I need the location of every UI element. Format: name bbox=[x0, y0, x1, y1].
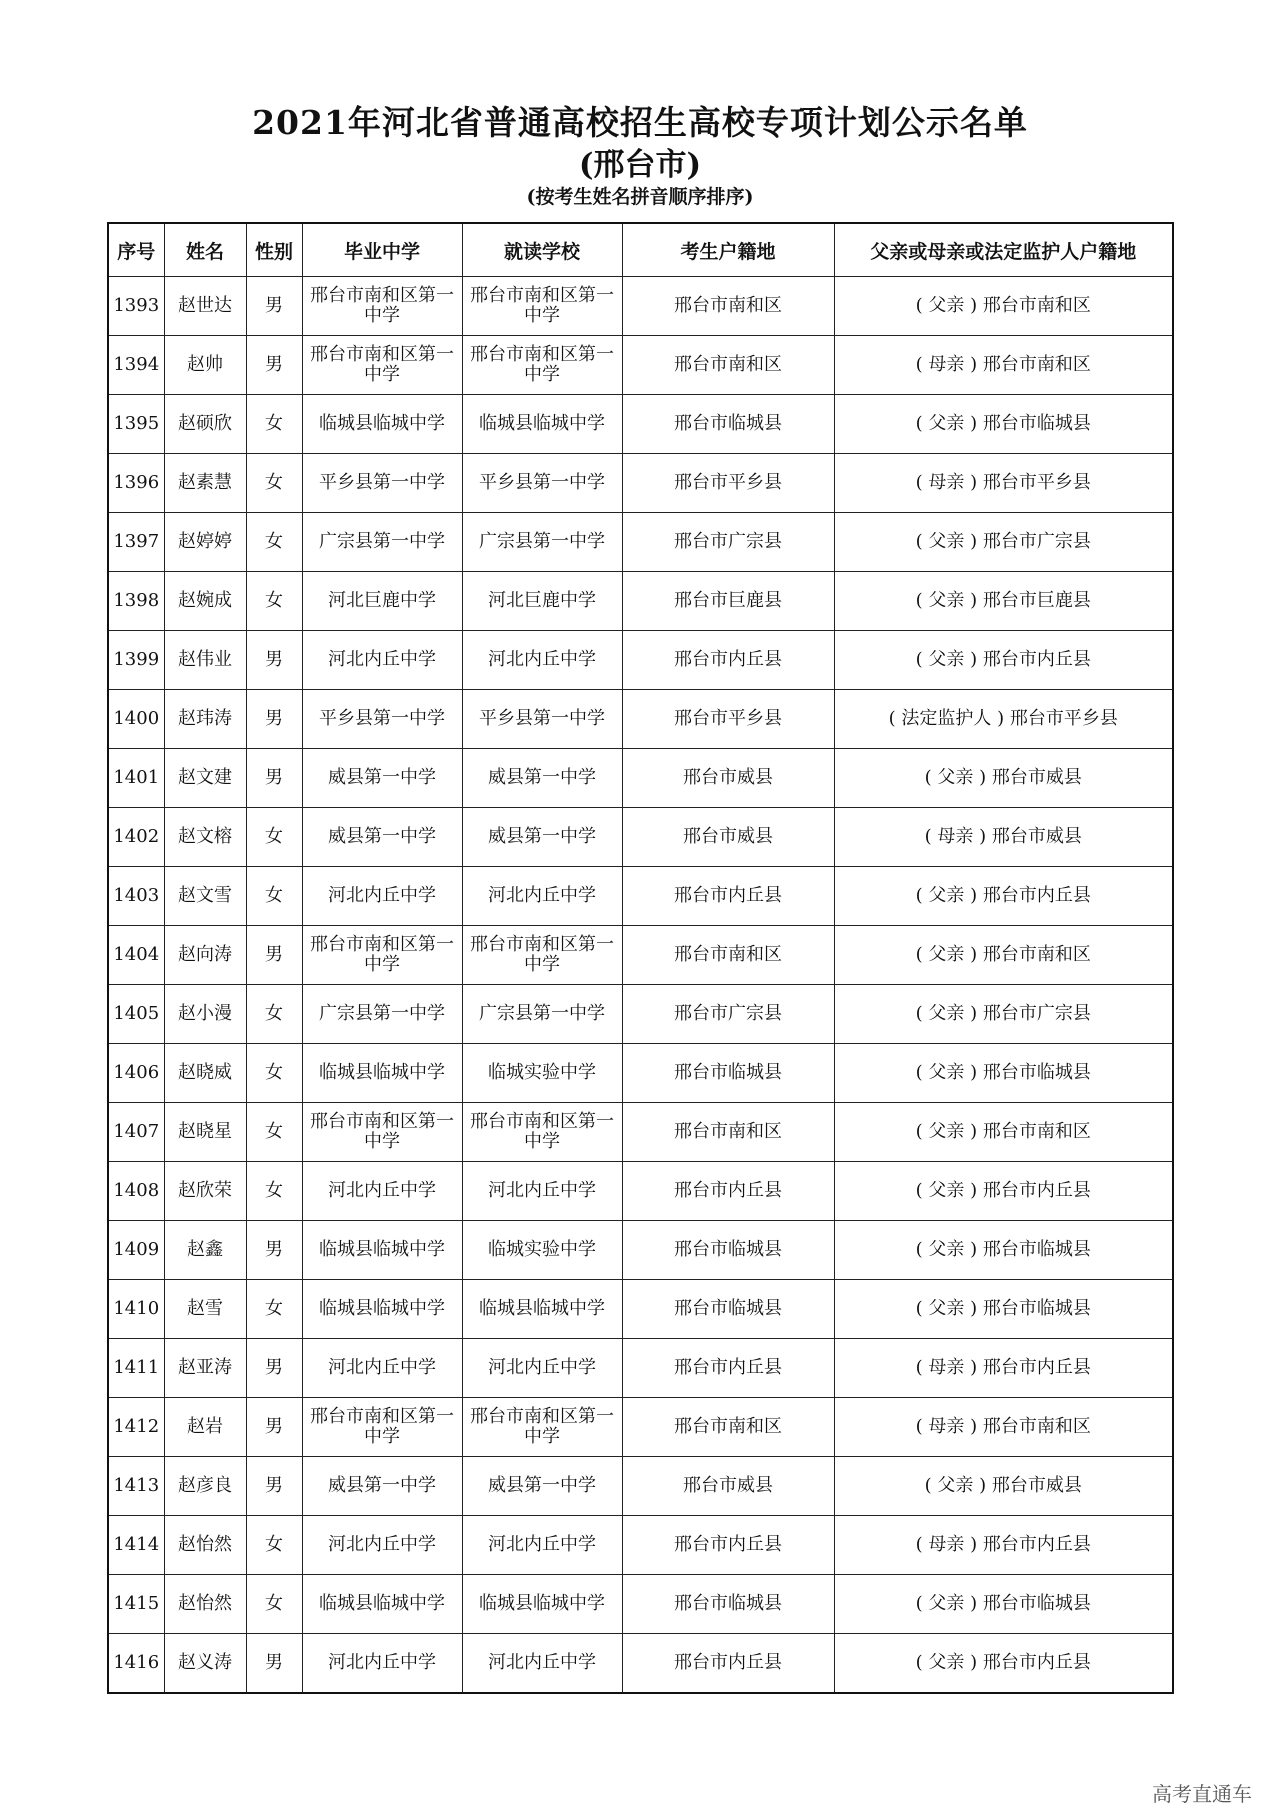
cell-gender: 女 bbox=[246, 572, 302, 631]
cell-parent-residence: ( 父亲 ) 邢台市临城县 bbox=[834, 1575, 1173, 1634]
cell-name: 赵岩 bbox=[164, 1398, 246, 1457]
cell-serial: 1401 bbox=[108, 749, 164, 808]
table-row bbox=[108, 1516, 1173, 1575]
cell-student-residence: 邢台市内丘县 bbox=[622, 1162, 834, 1221]
cell-graduated-school: 平乡县第一中学 bbox=[302, 690, 462, 749]
cell-gender: 女 bbox=[246, 1044, 302, 1103]
cell-student-residence: 邢台市南和区 bbox=[622, 1103, 834, 1162]
cell-serial: 1394 bbox=[108, 336, 164, 395]
cell-student-residence: 邢台市广宗县 bbox=[622, 513, 834, 572]
watermark: 高考直通车 bbox=[1152, 1782, 1252, 1806]
cell-gender: 男 bbox=[246, 926, 302, 985]
cell-gender: 女 bbox=[246, 985, 302, 1044]
cell-graduated-school: 河北内丘中学 bbox=[302, 1516, 462, 1575]
cell-current-school: 平乡县第一中学 bbox=[462, 454, 622, 513]
cell-student-residence: 邢台市临城县 bbox=[622, 1575, 834, 1634]
cell-student-residence: 邢台市平乡县 bbox=[622, 454, 834, 513]
cell-parent-residence: ( 母亲 ) 邢台市南和区 bbox=[834, 336, 1173, 395]
cell-gender: 男 bbox=[246, 690, 302, 749]
cell-gender: 女 bbox=[246, 808, 302, 867]
cell-student-residence: 邢台市平乡县 bbox=[622, 690, 834, 749]
table-row bbox=[108, 926, 1173, 985]
cell-name: 赵文雪 bbox=[164, 867, 246, 926]
cell-parent-residence: ( 父亲 ) 邢台市临城县 bbox=[834, 395, 1173, 454]
cell-current-school: 邢台市南和区第一中学 bbox=[462, 926, 622, 985]
table-row bbox=[108, 1221, 1173, 1280]
table-row bbox=[108, 572, 1173, 631]
roster-table bbox=[107, 222, 1174, 1694]
cell-name: 赵玮涛 bbox=[164, 690, 246, 749]
cell-serial: 1414 bbox=[108, 1516, 164, 1575]
cell-student-residence: 邢台市南和区 bbox=[622, 926, 834, 985]
cell-graduated-school: 威县第一中学 bbox=[302, 1457, 462, 1516]
document-title: 2021年河北省普通高校招生高校专项计划公示名单 bbox=[252, 103, 1028, 142]
cell-name: 赵世达 bbox=[164, 277, 246, 336]
cell-parent-residence: ( 父亲 ) 邢台市南和区 bbox=[834, 277, 1173, 336]
cell-name: 赵婉成 bbox=[164, 572, 246, 631]
cell-name: 赵伟业 bbox=[164, 631, 246, 690]
cell-gender: 男 bbox=[246, 749, 302, 808]
cell-current-school: 平乡县第一中学 bbox=[462, 690, 622, 749]
cell-graduated-school: 威县第一中学 bbox=[302, 749, 462, 808]
cell-parent-residence: ( 母亲 ) 邢台市内丘县 bbox=[834, 1339, 1173, 1398]
cell-student-residence: 邢台市内丘县 bbox=[622, 1634, 834, 1694]
cell-gender: 男 bbox=[246, 1339, 302, 1398]
table-row bbox=[108, 1398, 1173, 1457]
cell-gender: 男 bbox=[246, 631, 302, 690]
cell-name: 赵硕欣 bbox=[164, 395, 246, 454]
cell-name: 赵怡然 bbox=[164, 1575, 246, 1634]
cell-current-school: 河北内丘中学 bbox=[462, 631, 622, 690]
cell-name: 赵义涛 bbox=[164, 1634, 246, 1694]
cell-student-residence: 邢台市威县 bbox=[622, 1457, 834, 1516]
cell-serial: 1403 bbox=[108, 867, 164, 926]
cell-serial: 1409 bbox=[108, 1221, 164, 1280]
cell-parent-residence: ( 父亲 ) 邢台市广宗县 bbox=[834, 985, 1173, 1044]
cell-graduated-school: 广宗县第一中学 bbox=[302, 513, 462, 572]
cell-current-school: 广宗县第一中学 bbox=[462, 985, 622, 1044]
cell-name: 赵彦良 bbox=[164, 1457, 246, 1516]
cell-graduated-school: 临城县临城中学 bbox=[302, 1575, 462, 1634]
cell-parent-residence: ( 母亲 ) 邢台市南和区 bbox=[834, 1398, 1173, 1457]
cell-gender: 男 bbox=[246, 1398, 302, 1457]
cell-student-residence: 邢台市南和区 bbox=[622, 277, 834, 336]
cell-graduated-school: 河北内丘中学 bbox=[302, 1162, 462, 1221]
cell-student-residence: 邢台市内丘县 bbox=[622, 1516, 834, 1575]
cell-current-school: 河北内丘中学 bbox=[462, 1162, 622, 1221]
cell-gender: 女 bbox=[246, 454, 302, 513]
table-row bbox=[108, 395, 1173, 454]
cell-name: 赵素慧 bbox=[164, 454, 246, 513]
cell-student-residence: 邢台市临城县 bbox=[622, 395, 834, 454]
cell-parent-residence: ( 父亲 ) 邢台市临城县 bbox=[834, 1044, 1173, 1103]
cell-graduated-school: 邢台市南和区第一中学 bbox=[302, 926, 462, 985]
roster-body bbox=[108, 277, 1173, 1694]
table-row bbox=[108, 867, 1173, 926]
cell-current-school: 临城县临城中学 bbox=[462, 395, 622, 454]
cell-current-school: 临城实验中学 bbox=[462, 1044, 622, 1103]
cell-name: 赵婷婷 bbox=[164, 513, 246, 572]
cell-parent-residence: ( 父亲 ) 邢台市巨鹿县 bbox=[834, 572, 1173, 631]
cell-graduated-school: 邢台市南和区第一中学 bbox=[302, 1103, 462, 1162]
cell-name: 赵小漫 bbox=[164, 985, 246, 1044]
cell-parent-residence: ( 母亲 ) 邢台市内丘县 bbox=[834, 1516, 1173, 1575]
cell-serial: 1396 bbox=[108, 454, 164, 513]
cell-gender: 女 bbox=[246, 513, 302, 572]
header-cell: 毕业中学 bbox=[302, 223, 462, 277]
cell-name: 赵晓星 bbox=[164, 1103, 246, 1162]
cell-graduated-school: 平乡县第一中学 bbox=[302, 454, 462, 513]
header-cell: 序号 bbox=[108, 223, 164, 277]
cell-student-residence: 邢台市临城县 bbox=[622, 1280, 834, 1339]
table-row bbox=[108, 277, 1173, 336]
cell-parent-residence: ( 母亲 ) 邢台市平乡县 bbox=[834, 454, 1173, 513]
table-row bbox=[108, 1103, 1173, 1162]
cell-current-school: 临城县临城中学 bbox=[462, 1575, 622, 1634]
table-row bbox=[108, 631, 1173, 690]
cell-graduated-school: 河北内丘中学 bbox=[302, 1339, 462, 1398]
cell-graduated-school: 威县第一中学 bbox=[302, 808, 462, 867]
cell-name: 赵帅 bbox=[164, 336, 246, 395]
cell-name: 赵雪 bbox=[164, 1280, 246, 1339]
cell-gender: 男 bbox=[246, 277, 302, 336]
cell-graduated-school: 邢台市南和区第一中学 bbox=[302, 277, 462, 336]
cell-parent-residence: ( 父亲 ) 邢台市南和区 bbox=[834, 1103, 1173, 1162]
cell-serial: 1413 bbox=[108, 1457, 164, 1516]
cell-gender: 女 bbox=[246, 1516, 302, 1575]
table-row bbox=[108, 985, 1173, 1044]
table-row bbox=[108, 336, 1173, 395]
sort-note: (按考生姓名拼音顺序排序) bbox=[526, 186, 754, 208]
table-row bbox=[108, 808, 1173, 867]
cell-graduated-school: 河北内丘中学 bbox=[302, 867, 462, 926]
cell-name: 赵晓威 bbox=[164, 1044, 246, 1103]
cell-gender: 女 bbox=[246, 1162, 302, 1221]
table-row bbox=[108, 690, 1173, 749]
cell-current-school: 邢台市南和区第一中学 bbox=[462, 1398, 622, 1457]
table-row bbox=[108, 1575, 1173, 1634]
cell-graduated-school: 邢台市南和区第一中学 bbox=[302, 336, 462, 395]
header-cell: 就读学校 bbox=[462, 223, 622, 277]
cell-parent-residence: ( 父亲 ) 邢台市临城县 bbox=[834, 1280, 1173, 1339]
cell-student-residence: 邢台市内丘县 bbox=[622, 1339, 834, 1398]
cell-graduated-school: 临城县临城中学 bbox=[302, 395, 462, 454]
cell-current-school: 河北内丘中学 bbox=[462, 1339, 622, 1398]
cell-graduated-school: 临城县临城中学 bbox=[302, 1221, 462, 1280]
cell-name: 赵怡然 bbox=[164, 1516, 246, 1575]
cell-gender: 男 bbox=[246, 1221, 302, 1280]
cell-student-residence: 邢台市威县 bbox=[622, 749, 834, 808]
cell-name: 赵欣荣 bbox=[164, 1162, 246, 1221]
cell-parent-residence: ( 父亲 ) 邢台市威县 bbox=[834, 749, 1173, 808]
cell-graduated-school: 广宗县第一中学 bbox=[302, 985, 462, 1044]
cell-current-school: 邢台市南和区第一中学 bbox=[462, 1103, 622, 1162]
cell-student-residence: 邢台市临城县 bbox=[622, 1044, 834, 1103]
cell-parent-residence: ( 父亲 ) 邢台市内丘县 bbox=[834, 1634, 1173, 1694]
cell-serial: 1404 bbox=[108, 926, 164, 985]
cell-graduated-school: 河北巨鹿中学 bbox=[302, 572, 462, 631]
cell-current-school: 邢台市南和区第一中学 bbox=[462, 336, 622, 395]
cell-student-residence: 邢台市广宗县 bbox=[622, 985, 834, 1044]
cell-current-school: 广宗县第一中学 bbox=[462, 513, 622, 572]
cell-gender: 女 bbox=[246, 1103, 302, 1162]
cell-parent-residence: ( 父亲 ) 邢台市南和区 bbox=[834, 926, 1173, 985]
cell-serial: 1399 bbox=[108, 631, 164, 690]
header-cell: 父亲或母亲或法定监护人户籍地 bbox=[834, 223, 1173, 277]
table-row bbox=[108, 1162, 1173, 1221]
cell-parent-residence: ( 父亲 ) 邢台市内丘县 bbox=[834, 867, 1173, 926]
cell-student-residence: 邢台市内丘县 bbox=[622, 867, 834, 926]
cell-serial: 1412 bbox=[108, 1398, 164, 1457]
cell-current-school: 临城县临城中学 bbox=[462, 1280, 622, 1339]
table-row bbox=[108, 749, 1173, 808]
cell-student-residence: 邢台市巨鹿县 bbox=[622, 572, 834, 631]
cell-current-school: 邢台市南和区第一中学 bbox=[462, 277, 622, 336]
cell-serial: 1408 bbox=[108, 1162, 164, 1221]
cell-serial: 1410 bbox=[108, 1280, 164, 1339]
cell-current-school: 威县第一中学 bbox=[462, 749, 622, 808]
cell-graduated-school: 邢台市南和区第一中学 bbox=[302, 1398, 462, 1457]
cell-current-school: 临城实验中学 bbox=[462, 1221, 622, 1280]
table-row bbox=[108, 1044, 1173, 1103]
cell-current-school: 威县第一中学 bbox=[462, 1457, 622, 1516]
cell-current-school: 河北内丘中学 bbox=[462, 1516, 622, 1575]
cell-student-residence: 邢台市南和区 bbox=[622, 1398, 834, 1457]
cell-parent-residence: ( 父亲 ) 邢台市临城县 bbox=[834, 1221, 1173, 1280]
header-cell: 姓名 bbox=[164, 223, 246, 277]
cell-parent-residence: ( 父亲 ) 邢台市内丘县 bbox=[834, 631, 1173, 690]
cell-parent-residence: ( 母亲 ) 邢台市威县 bbox=[834, 808, 1173, 867]
cell-parent-residence: ( 父亲 ) 邢台市广宗县 bbox=[834, 513, 1173, 572]
header-row bbox=[108, 223, 1173, 277]
cell-serial: 1405 bbox=[108, 985, 164, 1044]
cell-name: 赵亚涛 bbox=[164, 1339, 246, 1398]
table-row bbox=[108, 1339, 1173, 1398]
table-row bbox=[108, 513, 1173, 572]
cell-serial: 1406 bbox=[108, 1044, 164, 1103]
cell-serial: 1402 bbox=[108, 808, 164, 867]
header-cell: 性别 bbox=[246, 223, 302, 277]
cell-gender: 女 bbox=[246, 1575, 302, 1634]
cell-gender: 女 bbox=[246, 867, 302, 926]
cell-current-school: 河北内丘中学 bbox=[462, 867, 622, 926]
cell-serial: 1415 bbox=[108, 1575, 164, 1634]
cell-gender: 男 bbox=[246, 1457, 302, 1516]
cell-student-residence: 邢台市南和区 bbox=[622, 336, 834, 395]
cell-name: 赵鑫 bbox=[164, 1221, 246, 1280]
cell-name: 赵文建 bbox=[164, 749, 246, 808]
cell-serial: 1393 bbox=[108, 277, 164, 336]
cell-serial: 1407 bbox=[108, 1103, 164, 1162]
cell-gender: 女 bbox=[246, 1280, 302, 1339]
table-row bbox=[108, 454, 1173, 513]
cell-student-residence: 邢台市内丘县 bbox=[622, 631, 834, 690]
cell-gender: 女 bbox=[246, 395, 302, 454]
cell-current-school: 河北内丘中学 bbox=[462, 1634, 622, 1694]
cell-graduated-school: 临城县临城中学 bbox=[302, 1280, 462, 1339]
cell-serial: 1411 bbox=[108, 1339, 164, 1398]
cell-gender: 男 bbox=[246, 1634, 302, 1694]
document-subtitle: (邢台市) bbox=[578, 147, 702, 183]
table-row bbox=[108, 1634, 1173, 1694]
header-cell: 考生户籍地 bbox=[622, 223, 834, 277]
table-row bbox=[108, 1280, 1173, 1339]
cell-graduated-school: 河北内丘中学 bbox=[302, 631, 462, 690]
cell-student-residence: 邢台市威县 bbox=[622, 808, 834, 867]
cell-name: 赵文榕 bbox=[164, 808, 246, 867]
cell-current-school: 河北巨鹿中学 bbox=[462, 572, 622, 631]
cell-graduated-school: 河北内丘中学 bbox=[302, 1634, 462, 1694]
cell-name: 赵向涛 bbox=[164, 926, 246, 985]
cell-serial: 1398 bbox=[108, 572, 164, 631]
cell-student-residence: 邢台市临城县 bbox=[622, 1221, 834, 1280]
cell-gender: 男 bbox=[246, 336, 302, 395]
cell-parent-residence: ( 法定监护人 ) 邢台市平乡县 bbox=[834, 690, 1173, 749]
cell-serial: 1395 bbox=[108, 395, 164, 454]
cell-serial: 1400 bbox=[108, 690, 164, 749]
cell-serial: 1416 bbox=[108, 1634, 164, 1694]
cell-current-school: 威县第一中学 bbox=[462, 808, 622, 867]
cell-graduated-school: 临城县临城中学 bbox=[302, 1044, 462, 1103]
cell-serial: 1397 bbox=[108, 513, 164, 572]
cell-parent-residence: ( 父亲 ) 邢台市内丘县 bbox=[834, 1162, 1173, 1221]
cell-parent-residence: ( 父亲 ) 邢台市威县 bbox=[834, 1457, 1173, 1516]
table-row bbox=[108, 1457, 1173, 1516]
